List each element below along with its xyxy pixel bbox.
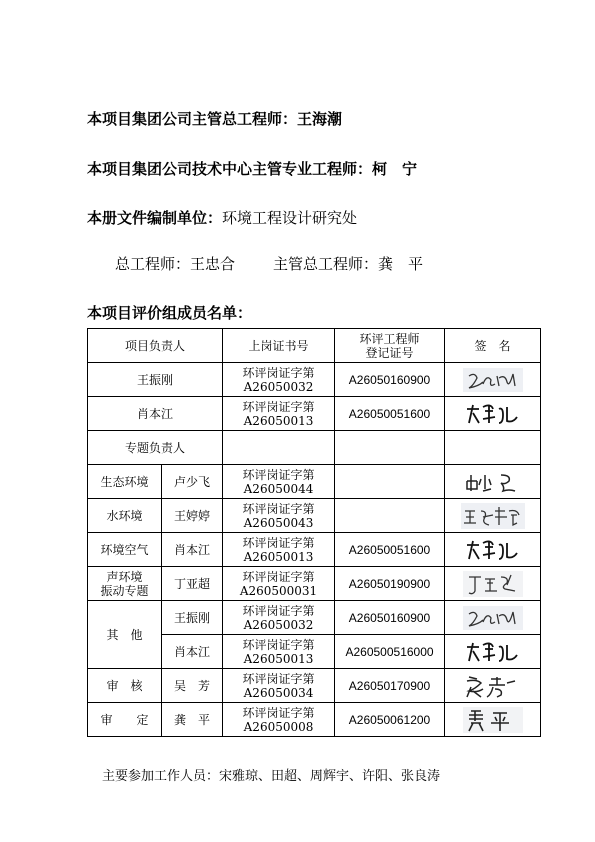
- signature-image: [445, 397, 541, 431]
- reg-number: A26050160900: [335, 601, 445, 635]
- cert-number: 环评岗证字第 A26050032: [223, 363, 335, 397]
- chief-engineer-label: 本项目集团公司主管总工程师：: [87, 110, 298, 128]
- person-name: 丁亚超: [162, 567, 223, 601]
- unit-label: 本册文件编制单位：: [87, 209, 223, 227]
- table-header-row: [88, 329, 541, 363]
- reg-number: [335, 465, 445, 499]
- participants-names: 宋雅琼、田超、周辉宇、许阳、张良涛: [219, 769, 441, 784]
- members-table: [87, 328, 541, 737]
- tech-engineer-name: 柯 宁: [372, 160, 418, 178]
- signature-image: [445, 499, 541, 533]
- participants-line: [102, 765, 440, 784]
- table-row: [88, 703, 541, 737]
- cert-number: 环评岗证字第 A26050013: [223, 533, 335, 567]
- signature-image: [445, 533, 541, 567]
- person-name: 肖本江: [162, 635, 223, 669]
- unit-line: [87, 207, 357, 228]
- tech-engineer-line: [87, 158, 417, 179]
- table-row: [88, 363, 541, 397]
- reg-number: A26050160900: [335, 363, 445, 397]
- table-row: [88, 465, 541, 499]
- person-name: 卢少飞: [162, 465, 223, 499]
- role-label: 审 核: [88, 669, 162, 703]
- table-row: [88, 533, 541, 567]
- reg-number: A26050051600: [335, 397, 445, 431]
- cert-number: 环评岗证字第 A260500031: [223, 567, 335, 601]
- person-name: 吴 芳: [162, 669, 223, 703]
- supervising-engineer-name: 龚 平: [378, 255, 424, 273]
- engineers-line: [115, 253, 423, 274]
- signature-image: [445, 567, 541, 601]
- members-title: 本项目评价组成员名单：: [87, 304, 253, 322]
- header-sign: 签 名: [445, 329, 541, 363]
- signature-image: [445, 669, 541, 703]
- total-engineer-label: 总工程师：: [115, 255, 191, 273]
- cert-number: 环评岗证字第 A26050013: [223, 635, 335, 669]
- chief-engineer-line: [87, 108, 342, 129]
- signature-image: [445, 601, 541, 635]
- reg-number: A26050190900: [335, 567, 445, 601]
- signature-image: [445, 635, 541, 669]
- cert-number: 环评岗证字第 A26050032: [223, 601, 335, 635]
- person-name: 肖本江: [162, 533, 223, 567]
- cert-number: 环评岗证字第 A26050043: [223, 499, 335, 533]
- chief-engineer-name: 王海潮: [297, 110, 343, 128]
- total-engineer-name: 王忠合: [190, 255, 236, 273]
- person-name: 王婷婷: [162, 499, 223, 533]
- table-row: [88, 567, 541, 601]
- header-person: 项目负责人: [88, 329, 223, 363]
- cert-number: 环评岗证字第 A26050044: [223, 465, 335, 499]
- topic-name: 声环境 振动专题: [88, 567, 162, 601]
- signature-image: [445, 703, 541, 737]
- header-cert: 上岗证书号: [223, 329, 335, 363]
- person-name: 王振刚: [162, 601, 223, 635]
- reg-number: A26050061200: [335, 703, 445, 737]
- reg-number: A26050170900: [335, 669, 445, 703]
- reg-number: [335, 499, 445, 533]
- supervising-engineer-label: 主管总工程师：: [273, 255, 379, 273]
- table-row: [88, 669, 541, 703]
- topic-name: 水环境: [88, 499, 162, 533]
- topic-header-row: [88, 431, 541, 465]
- topic-name: 环境空气: [88, 533, 162, 567]
- reg-number: A26050051600: [335, 533, 445, 567]
- table-row: [88, 601, 541, 635]
- role-label: 审 定: [88, 703, 162, 737]
- signature-image: [445, 363, 541, 397]
- person-name: 龚 平: [162, 703, 223, 737]
- others-label: 其 他: [88, 601, 162, 669]
- topic-name: 生态环境: [88, 465, 162, 499]
- cert-number: 环评岗证字第 A26050008: [223, 703, 335, 737]
- person-name: 肖本江: [88, 397, 223, 431]
- header-reg: 环评工程师 登记证号: [335, 329, 445, 363]
- tech-engineer-label: 本项目集团公司技术中心主管专业工程师：: [87, 160, 373, 178]
- participants-label: 主要参加工作人员：: [102, 769, 220, 784]
- cert-number: 环评岗证字第 A26050034: [223, 669, 335, 703]
- topic-header: 专题负责人: [88, 431, 223, 465]
- unit-name: 环境工程设计研究处: [222, 209, 358, 227]
- person-name: 王振刚: [88, 363, 223, 397]
- table-row: [88, 397, 541, 431]
- reg-number: A260500516000: [335, 635, 445, 669]
- signature-image: [445, 465, 541, 499]
- cert-number: 环评岗证字第 A26050013: [223, 397, 335, 431]
- table-row: [88, 499, 541, 533]
